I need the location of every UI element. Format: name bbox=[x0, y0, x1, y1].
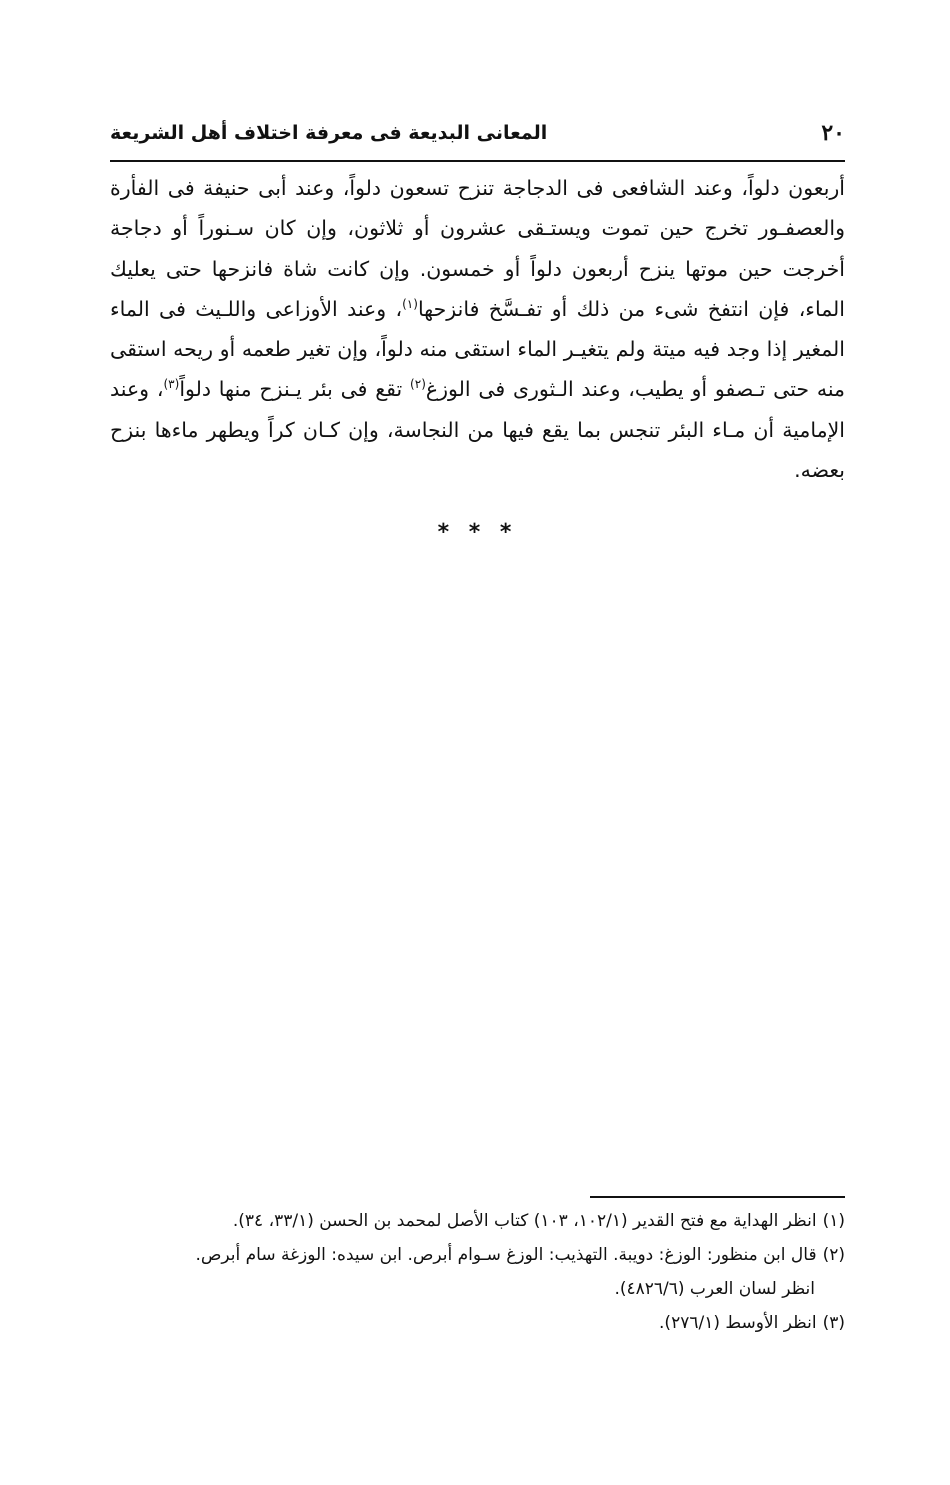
footnote-number: (٢) bbox=[822, 1245, 845, 1265]
footnote-ref-1: (١) bbox=[402, 297, 418, 312]
footnote-1 bbox=[110, 1204, 845, 1238]
footnote-ref-3: (٣) bbox=[163, 377, 180, 392]
footnote-text: انظر الأوسط (٢٧٦/١). bbox=[659, 1313, 817, 1333]
paragraph bbox=[110, 168, 845, 490]
text-segment: تقع فى بئر يـنزح منها دلواً bbox=[179, 377, 411, 402]
text-segment: ، وعند الأوزاعى واللـيث فى الماء المغير إذا وجد فيه ميتة ولم يتغيـر الماء استقى منه دلواً، وإن تغير طعمه أو ريحه استقى منه حتى تـصفو أو يطيب، وعند الـثورى فى الوزغ bbox=[110, 296, 846, 402]
footnote-number: (١) bbox=[822, 1211, 845, 1231]
header-rule bbox=[110, 160, 845, 162]
text-segment: أربعون دلواً، وعند الشافعى فى الدجاجة تنزح تسعون دلواً، وعند أبى حنيفة فى الفأرة والعصفـور تخرج حين تموت ويستـقى عشرون أو ثلاثون، وإن كان سـنوراً أو دجاجة أخرجت حين موتها ينزح أربعون دلواً أو خمسون. وإن كانت شاة فانزحها حتى يعليك الماء، فإن انتفخ شىء من ذلك أو تفـسَّخ فانزحها bbox=[110, 176, 845, 321]
section-separator: * * * bbox=[437, 520, 518, 545]
footnote-number: (٣) bbox=[822, 1313, 845, 1333]
footnote-3 bbox=[110, 1306, 845, 1340]
footnote-2 bbox=[110, 1238, 845, 1306]
body-paragraph bbox=[110, 168, 845, 490]
footnote-rule bbox=[590, 1196, 845, 1198]
footnote-ref-2: (٢) bbox=[410, 377, 426, 392]
footnote-continuation: انظر لسان العرب (٤٨٢٦/٦). bbox=[614, 1279, 815, 1299]
page-number: ٢٠ bbox=[821, 120, 845, 146]
footnotes bbox=[110, 1204, 845, 1340]
footnote-text: قال ابن منظور: الوزغ: دويبة. التهذيب: الوزغ سـوام أبرص. ابن سيده: الوزغة سام أبرص. bbox=[195, 1245, 817, 1265]
text-segment: ، وعند الإمامية أن مـاء البئر تنجس بما يقع فيها من النجاسة، وإن كـان كراً ويطهر ماءها بنزح بعضه. bbox=[110, 377, 845, 483]
page-header bbox=[110, 118, 845, 160]
footnote-text: انظر الهداية مع فتح القدير (١٠٢/١، ١٠٣) كتاب الأصل لمحمد بن الحسن (٣٣/١، ٣٤). bbox=[232, 1211, 817, 1231]
running-title: المعانى البديعة فى معرفة اختلاف أهل الشريعة bbox=[110, 122, 548, 144]
